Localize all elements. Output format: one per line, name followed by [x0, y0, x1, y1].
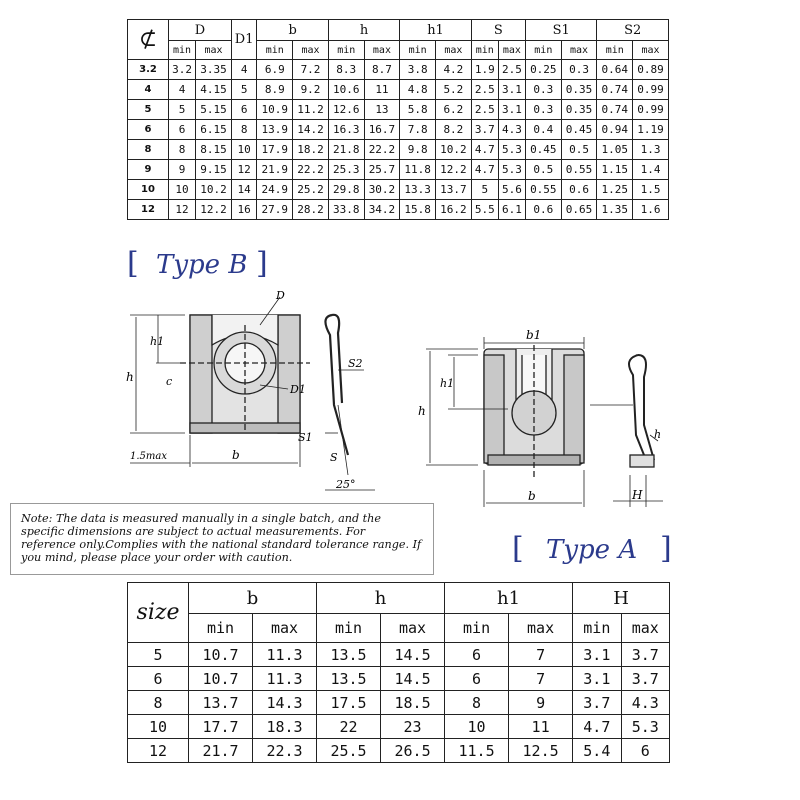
table-row: [128, 140, 669, 160]
table-cell: 1.15: [597, 160, 633, 180]
table-cell: 1.35: [597, 200, 633, 220]
subcolumn-header: min: [445, 614, 509, 643]
table-cell: 14.2: [293, 120, 329, 140]
table-cell: 5: [471, 180, 498, 200]
column-header: h: [328, 20, 399, 41]
table-header-row: [128, 583, 670, 614]
type-b-dimension-table: [127, 19, 669, 220]
size-cell: 10: [128, 715, 189, 739]
table-cell: 5.8: [400, 100, 436, 120]
table-cell: 8: [445, 691, 509, 715]
table-cell: 0.5: [525, 160, 561, 180]
table-cell: 25.7: [364, 160, 400, 180]
type-a-label-b: b: [528, 489, 536, 503]
table-cell: 11.3: [253, 667, 317, 691]
table-cell: 0.6: [561, 180, 597, 200]
subcolumn-header: min: [471, 41, 498, 60]
table-row: [128, 180, 669, 200]
table-cell: 8.3: [328, 60, 364, 80]
table-cell: 6.15: [196, 120, 232, 140]
table-row: [128, 100, 669, 120]
table-cell: 7: [509, 643, 573, 667]
table-cell: 4.2: [436, 60, 472, 80]
table-cell: 12.6: [328, 100, 364, 120]
type-b-label-D: D: [276, 289, 285, 302]
table-cell: 22.2: [293, 160, 329, 180]
table-cell: 4: [169, 80, 196, 100]
subcolumn-header: max: [196, 41, 232, 60]
table-cell: 26.5: [381, 739, 445, 763]
table-cell: 14: [231, 180, 257, 200]
table-cell: 22: [317, 715, 381, 739]
table-cell: 6: [169, 120, 196, 140]
table-row: [128, 739, 670, 763]
table-cell: 5.2: [436, 80, 472, 100]
table-cell: 5.15: [196, 100, 232, 120]
table-cell: 10: [445, 715, 509, 739]
table-cell: 4.7: [471, 160, 498, 180]
table-cell: 4.7: [471, 140, 498, 160]
table-cell: 6: [621, 739, 669, 763]
table-cell: 5.3: [621, 715, 669, 739]
table-cell: 16: [231, 200, 257, 220]
subcolumn-header: min: [525, 41, 561, 60]
table-cell: 17.9: [257, 140, 293, 160]
table-cell: 8.15: [196, 140, 232, 160]
size-cell: 6: [128, 120, 169, 140]
table-cell: 9.8: [400, 140, 436, 160]
table-cell: 3.7: [471, 120, 498, 140]
table-row: [128, 60, 669, 80]
table-cell: 23: [381, 715, 445, 739]
table-header-row: [128, 20, 669, 41]
table-cell: 9.2: [293, 80, 329, 100]
table-cell: 13.3: [400, 180, 436, 200]
table-cell: 21.9: [257, 160, 293, 180]
table-cell: 3.1: [498, 100, 525, 120]
type-b-label-S1: S1: [298, 431, 313, 444]
table-subheader-row: [128, 614, 670, 643]
table-cell: 3.8: [400, 60, 436, 80]
table-cell: 2.5: [471, 100, 498, 120]
table-cell: 9: [169, 160, 196, 180]
table-cell: 4.7: [573, 715, 621, 739]
table-cell: 5.3: [498, 160, 525, 180]
table-cell: 28.2: [293, 200, 329, 220]
table-cell: 12.2: [196, 200, 232, 220]
table-cell: 0.89: [633, 60, 669, 80]
column-header: b: [189, 583, 317, 614]
table-cell: 33.8: [328, 200, 364, 220]
table-cell: 6: [231, 100, 257, 120]
table-cell: 13: [364, 100, 400, 120]
subcolumn-header: min: [597, 41, 633, 60]
type-b-bracket-open: [: [127, 246, 139, 281]
table-row: [128, 691, 670, 715]
table-cell: 0.74: [597, 80, 633, 100]
table-cell: 7.8: [400, 120, 436, 140]
table-cell: 18.2: [293, 140, 329, 160]
table-cell: 10.9: [257, 100, 293, 120]
type-b-label-c: c: [166, 375, 173, 388]
type-a-label-h1: h1: [440, 377, 455, 390]
table-row: [128, 80, 669, 100]
table-cell: 0.6: [525, 200, 561, 220]
table-cell: 0.45: [525, 140, 561, 160]
table-cell: 1.3: [633, 140, 669, 160]
type-b-label-b: b: [232, 448, 240, 462]
size-cell: 5: [128, 100, 169, 120]
subcolumn-header: max: [293, 41, 329, 60]
table-cell: 5.6: [498, 180, 525, 200]
size-cell: 3.2: [128, 60, 169, 80]
type-a-dimension-table: [127, 582, 670, 763]
table-cell: 27.9: [257, 200, 293, 220]
size-cell: 12: [128, 200, 169, 220]
type-b-label-S: S: [330, 451, 338, 464]
table-cell: 16.3: [328, 120, 364, 140]
column-header: h: [317, 583, 445, 614]
table-row: [128, 715, 670, 739]
size-cell: 8: [128, 140, 169, 160]
type-a-technical-drawing: [418, 315, 678, 515]
table-cell: 14.5: [381, 667, 445, 691]
table-cell: 0.74: [597, 100, 633, 120]
subcolumn-header: min: [189, 614, 253, 643]
subcolumn-header: max: [253, 614, 317, 643]
table-cell: 18.5: [381, 691, 445, 715]
table-cell: 10.6: [328, 80, 364, 100]
column-header: S2: [597, 20, 669, 41]
type-b-label-D1: D1: [290, 383, 306, 396]
table-cell: 16.7: [364, 120, 400, 140]
table-cell: 3.35: [196, 60, 232, 80]
type-b-label-angle: 25°: [336, 478, 356, 491]
table-cell: 8.9: [257, 80, 293, 100]
table-cell: 9: [509, 691, 573, 715]
table-cell: 10.2: [436, 140, 472, 160]
table-cell: 0.3: [561, 60, 597, 80]
table-cell: 6.1: [498, 200, 525, 220]
table-cell: 21.8: [328, 140, 364, 160]
table-cell: 1.25: [597, 180, 633, 200]
table-cell: 18.3: [253, 715, 317, 739]
type-a-label-h-side: h: [654, 428, 662, 441]
table-cell: 0.99: [633, 80, 669, 100]
table-cell: 25.5: [317, 739, 381, 763]
table-cell: 7: [509, 667, 573, 691]
table-cell: 3.7: [573, 691, 621, 715]
table-cell: 13.9: [257, 120, 293, 140]
table-cell: 0.94: [597, 120, 633, 140]
table-cell: 4.15: [196, 80, 232, 100]
column-header: b: [257, 20, 328, 41]
table-cell: 17.7: [189, 715, 253, 739]
table-cell: 12.2: [436, 160, 472, 180]
table-cell: 0.5: [561, 140, 597, 160]
subcolumn-header: min: [317, 614, 381, 643]
table-cell: 2.5: [498, 60, 525, 80]
table-cell: 0.65: [561, 200, 597, 220]
size-header: size: [128, 583, 189, 643]
table-cell: 9.15: [196, 160, 232, 180]
table-cell: 0.35: [561, 100, 597, 120]
subcolumn-header: min: [400, 41, 436, 60]
table-cell: 3.2: [169, 60, 196, 80]
table-cell: 8.2: [436, 120, 472, 140]
table-cell: 0.99: [633, 100, 669, 120]
subcolumn-header: max: [436, 41, 472, 60]
subcolumn-header: min: [328, 41, 364, 60]
table-cell: 3.7: [621, 643, 669, 667]
table-cell: 5.4: [573, 739, 621, 763]
table-cell: 29.8: [328, 180, 364, 200]
type-a-bracket-open: [: [512, 531, 524, 566]
table-cell: 0.64: [597, 60, 633, 80]
type-b-label-h: h: [126, 370, 134, 384]
table-cell: 6.9: [257, 60, 293, 80]
table-cell: 10.2: [196, 180, 232, 200]
table-cell: 13.5: [317, 667, 381, 691]
table-cell: 6.2: [436, 100, 472, 120]
size-cell: 5: [128, 643, 189, 667]
type-b-label-h1: h1: [150, 335, 165, 348]
column-header: D: [169, 20, 232, 41]
table-cell: 12: [231, 160, 257, 180]
subcolumn-header: max: [381, 614, 445, 643]
column-header: h1: [445, 583, 573, 614]
table-cell: 24.9: [257, 180, 293, 200]
table-row: [128, 200, 669, 220]
table-cell: 1.6: [633, 200, 669, 220]
table-cell: 6: [445, 643, 509, 667]
subcolumn-header: max: [509, 614, 573, 643]
table-cell: 25.3: [328, 160, 364, 180]
table-cell: 14.3: [253, 691, 317, 715]
table-cell: 5: [169, 100, 196, 120]
table-cell: 2.5: [471, 80, 498, 100]
table-cell: 5.3: [498, 140, 525, 160]
table-cell: 6: [445, 667, 509, 691]
subcolumn-header: max: [364, 41, 400, 60]
table-row: [128, 667, 670, 691]
table-cell: 22.2: [364, 140, 400, 160]
table-cell: 11.8: [400, 160, 436, 180]
table-cell: 0.35: [561, 80, 597, 100]
column-header: S: [471, 20, 525, 41]
table-cell: 10: [231, 140, 257, 160]
table-cell: 11.3: [253, 643, 317, 667]
subcolumn-header: max: [633, 41, 669, 60]
table-cell: 8: [231, 120, 257, 140]
table-cell: 10: [169, 180, 196, 200]
table-cell: 0.3: [525, 80, 561, 100]
table-cell: 30.2: [364, 180, 400, 200]
table-cell: 22.3: [253, 739, 317, 763]
subcolumn-header: min: [169, 41, 196, 60]
table-cell: 4.3: [621, 691, 669, 715]
table-subheader-row: [128, 41, 669, 60]
table-cell: 1.4: [633, 160, 669, 180]
size-cell: 6: [128, 667, 189, 691]
subcolumn-header: max: [561, 41, 597, 60]
table-cell: 3.1: [498, 80, 525, 100]
table-cell: 16.2: [436, 200, 472, 220]
type-b-label-S2: S2: [348, 357, 363, 370]
table-cell: 5: [231, 80, 257, 100]
table-cell: 11: [364, 80, 400, 100]
table-cell: 14.5: [381, 643, 445, 667]
subcolumn-header: min: [573, 614, 621, 643]
table-cell: 7.2: [293, 60, 329, 80]
table-cell: 4.8: [400, 80, 436, 100]
table-cell: 25.2: [293, 180, 329, 200]
table-cell: 10.7: [189, 667, 253, 691]
table-cell: 0.55: [525, 180, 561, 200]
table-cell: 13.7: [189, 691, 253, 715]
measurement-note: Note: The data is measured manually in a single batch, and the specific dimensions are subject to actual measurements. For reference only.Complies with the national standard tolerance range. If you mind, please place your order with caution.: [10, 503, 434, 575]
type-b-label: Type B: [156, 250, 248, 280]
table-cell: 0.25: [525, 60, 561, 80]
type-a-label: Type A: [546, 535, 638, 565]
table-cell: 1.19: [633, 120, 669, 140]
table-cell: 15.8: [400, 200, 436, 220]
table-cell: 1.5: [633, 180, 669, 200]
column-header: D1: [231, 20, 257, 60]
diameter-symbol: ⊄: [128, 20, 169, 60]
column-header: S1: [525, 20, 596, 41]
table-row: [128, 160, 669, 180]
table-row: [128, 643, 670, 667]
table-row: [128, 120, 669, 140]
type-b-technical-drawing: [120, 285, 380, 500]
table-cell: 4.3: [498, 120, 525, 140]
table-cell: 13.7: [436, 180, 472, 200]
table-cell: 0.45: [561, 120, 597, 140]
table-cell: 3.7: [621, 667, 669, 691]
column-header: H: [573, 583, 670, 614]
size-cell: 9: [128, 160, 169, 180]
column-header: h1: [400, 20, 471, 41]
type-b-label-max: 1.5max: [130, 451, 167, 462]
type-b-bracket-close: ]: [256, 246, 268, 281]
table-cell: 11.2: [293, 100, 329, 120]
table-cell: 5.5: [471, 200, 498, 220]
table-cell: 34.2: [364, 200, 400, 220]
subcolumn-header: max: [621, 614, 669, 643]
type-a-bracket-close: ]: [660, 531, 672, 566]
table-cell: 8.7: [364, 60, 400, 80]
table-cell: 10.7: [189, 643, 253, 667]
table-cell: 1.9: [471, 60, 498, 80]
table-cell: 1.05: [597, 140, 633, 160]
subcolumn-header: max: [498, 41, 525, 60]
type-a-label-H: H: [632, 488, 643, 502]
table-cell: 13.5: [317, 643, 381, 667]
table-cell: 0.3: [525, 100, 561, 120]
type-a-label-b1: b1: [526, 328, 542, 342]
table-cell: 17.5: [317, 691, 381, 715]
table-cell: 0.55: [561, 160, 597, 180]
size-cell: 8: [128, 691, 189, 715]
table-cell: 3.1: [573, 643, 621, 667]
table-cell: 11: [509, 715, 573, 739]
size-cell: 10: [128, 180, 169, 200]
table-cell: 8: [169, 140, 196, 160]
table-cell: 21.7: [189, 739, 253, 763]
table-cell: 4: [231, 60, 257, 80]
size-cell: 4: [128, 80, 169, 100]
type-a-label-h: h: [418, 404, 426, 418]
table-cell: 12: [169, 200, 196, 220]
subcolumn-header: min: [257, 41, 293, 60]
size-cell: 12: [128, 739, 189, 763]
table-cell: 11.5: [445, 739, 509, 763]
table-cell: 3.1: [573, 667, 621, 691]
table-cell: 0.4: [525, 120, 561, 140]
table-cell: 12.5: [509, 739, 573, 763]
